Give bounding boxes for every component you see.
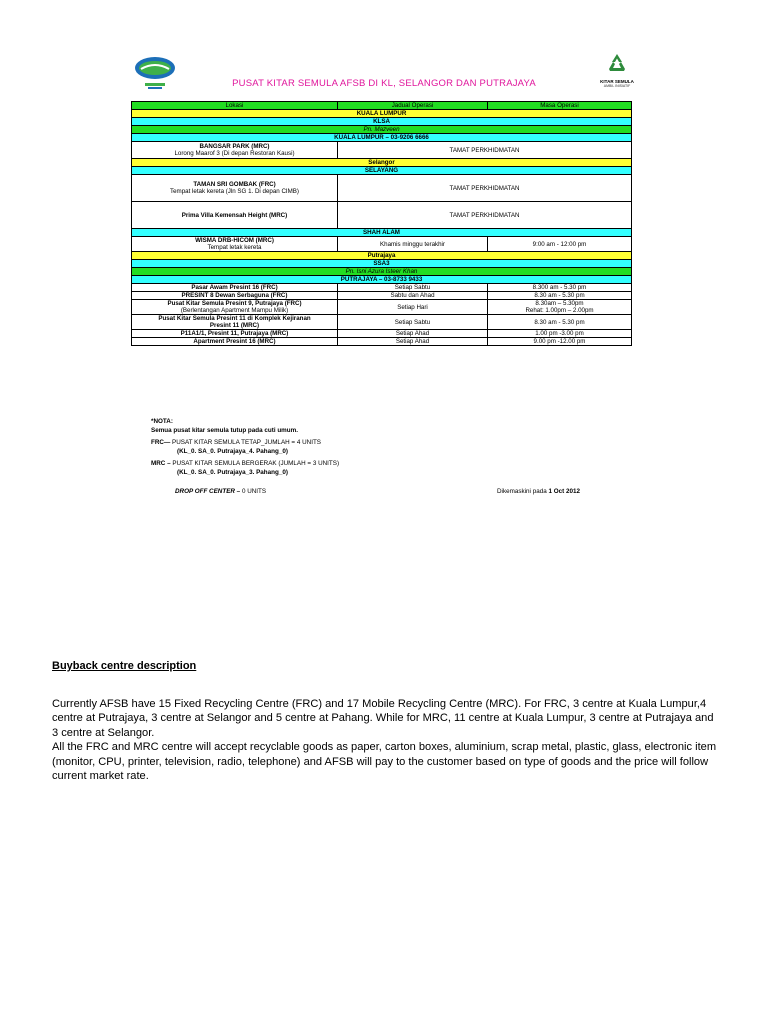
phone-putrajaya: PUTRAJAYA – 03-8733 9433 [132,276,632,284]
status-text: TAMAT PERKHIDMATAN [338,175,632,202]
time-text: 9:00 am - 12:00 pm [488,237,632,252]
location-detail: (Berlentangan Apartment Mampu Milik) [180,307,289,314]
section-header-kl: KUALA LUMPUR [132,110,632,118]
schedule-text: Setiap Sabtu [338,315,488,330]
location-name-cont: Presint 11 (MRC) [209,322,260,329]
buyback-paragraph-1: Currently AFSB have 15 Fixed Recycling Centre (FRC) and 17 Mobile Recycling Centre (MRC). For FRC, 3 centre at Kuala Lumpur,4 centre at Putrajaya, 3 centre at Selangor and 5 centre at Pahang. While for MRC, 11 centre at Kuala Lumpur, 3 centre at Putrajaya and 3 centre at Selangor. [52,698,714,739]
location-name: PRESINT 8 Dewan Serbaguna (FRC) [132,292,338,300]
column-header: Lokasi [132,102,338,110]
updated-note [497,488,580,495]
status-text: TAMAT PERKHIDMATAN [338,142,632,159]
time-break-text: Rehat: 1.00pm – 2.00pm [525,307,594,314]
location-name: Pasar Awam Presint 16 (FRC) [132,284,338,292]
recycle-logo-caption: KITAR SEMULA [600,79,634,84]
notes-line1: Semua pusat kitar semula tutup pada cuti umum. [151,426,298,434]
recycle-logo-subtext: AMBIL INISIATIF [603,84,631,88]
location-name: TAMAN SRI GOMBAK (FRC) [193,181,276,188]
time-text: 8.30am – 5.30pm [535,300,584,307]
frc-label: FRC— [151,439,171,446]
time-text: 9.00 pm -12.00 pm [488,338,632,346]
schedule-text: Setiap Sabtu [338,284,488,292]
column-header: Jadual Operasi [338,102,488,110]
location-detail: Lorong Maarof 3 (Di depan Restoran Kausi) [174,150,295,157]
subsection-selayang: SELAYANG [132,167,632,175]
table-row [132,315,632,330]
time-text: 8.300 am - 5.30 pm [488,284,632,292]
phone-kl: KUALA LUMPUR – 03-9206 6666 [132,134,632,142]
column-header: Masa Operasi [488,102,632,110]
updated-prefix: Dikemaskini pada [497,488,549,495]
schedule-text: Setiap Ahad [338,330,488,338]
subsection-klsa: KLSA [132,118,632,126]
location-detail: Tempat letak kereta (Jln SG 1. Di depan CIMB) [170,188,299,195]
mrc-label: MRC – [151,460,171,467]
buyback-body [52,697,722,783]
schedule-text: Sabtu dan Ahad [338,292,488,300]
location-detail: Tempat letak kereta [207,244,262,251]
location-name: P11A1/1, Presint 11, Putrajaya (MRC) [132,330,338,338]
updated-date: 1 Oct 2012 [548,488,580,495]
schedule-text: Khamis minggu terakhir [338,237,488,252]
table-row [132,338,632,346]
schedule-text: Setiap Hari [338,300,488,315]
schedule-table [131,101,632,346]
dropoff-center-note [175,488,266,495]
section-header-putrajaya: Putrajaya [132,252,632,260]
recycle-logo-icon [593,52,641,96]
dropoff-label: DROP OFF CENTER – [175,488,241,495]
buyback-paragraph-2: All the FRC and MRC centre will accept recyclable goods as paper, carton boxes, aluminium, scrap metal, plastic, glass, electronic item (monitor, CPU, printer, television, radio, telephone) and AFSB will pay to the customer based on type of goods and the price will follow current market rate. [52,741,717,783]
location-name: Apartment Presint 16 (MRC) [132,338,338,346]
frc-text: PUSAT KITAR SEMULA TETAP_JUMLAH = 4 UNITS [170,439,322,446]
location-name: WISMA DRB-HICOM (MRC) [195,237,274,244]
table-row [132,175,632,202]
mrc-text: PUSAT KITAR SEMULA BERGERAK (JUMLAH = 3 UNITS) [170,460,340,467]
time-text: 8.30 am - 5.30 pm [488,292,632,300]
table-row [132,300,632,315]
frc-breakdown: (KL_0. SA_0. Putrajaya_4. Pahang_0) [177,447,288,455]
location-name: Prima Villa Kemensah Height (MRC) [132,202,338,229]
subsection-shah-alam: SHAH ALAM [132,229,632,237]
location-name: Pusat Kitar Semula Presint 9, Putrajaya (FRC) [167,300,302,307]
status-text: TAMAT PERKHIDMATAN [338,202,632,229]
notes-block [151,418,339,477]
table-row [132,330,632,338]
table-row [132,237,632,252]
location-name: BANGSAR PARK (MRC) [199,143,270,150]
schedule-text: Setiap Ahad [338,338,488,346]
location-name: Pusat Kitar Semula Presint 11 di Komplek Kejiranan [158,315,311,322]
table-row [132,202,632,229]
contact-person-kl: Pn. Mazveen [132,126,632,134]
buyback-heading: Buyback centre description [52,660,197,672]
notes-label: *NOTA: [151,418,173,425]
table-row [132,142,632,159]
table-header-row [132,102,632,110]
time-text: 1.00 pm -3.00 pm [488,330,632,338]
dropoff-value: 0 UNITS [240,488,267,495]
table-row [132,284,632,292]
page-title: PUSAT KITAR SEMULA AFSB DI KL, SELANGOR DAN PUTRAJAYA [232,78,536,89]
time-text: 8.30 am - 5.30 pm [488,315,632,330]
contact-person-putrajaya: Pn. Isni Azura Isteer Khan [132,268,632,276]
table-row [132,292,632,300]
subsection-ssa3: SSA3 [132,260,632,268]
section-header-selangor: Selangor [132,159,632,167]
mrc-breakdown: (KL_0. SA_0. Putrajaya_3. Pahang_0) [177,468,288,476]
